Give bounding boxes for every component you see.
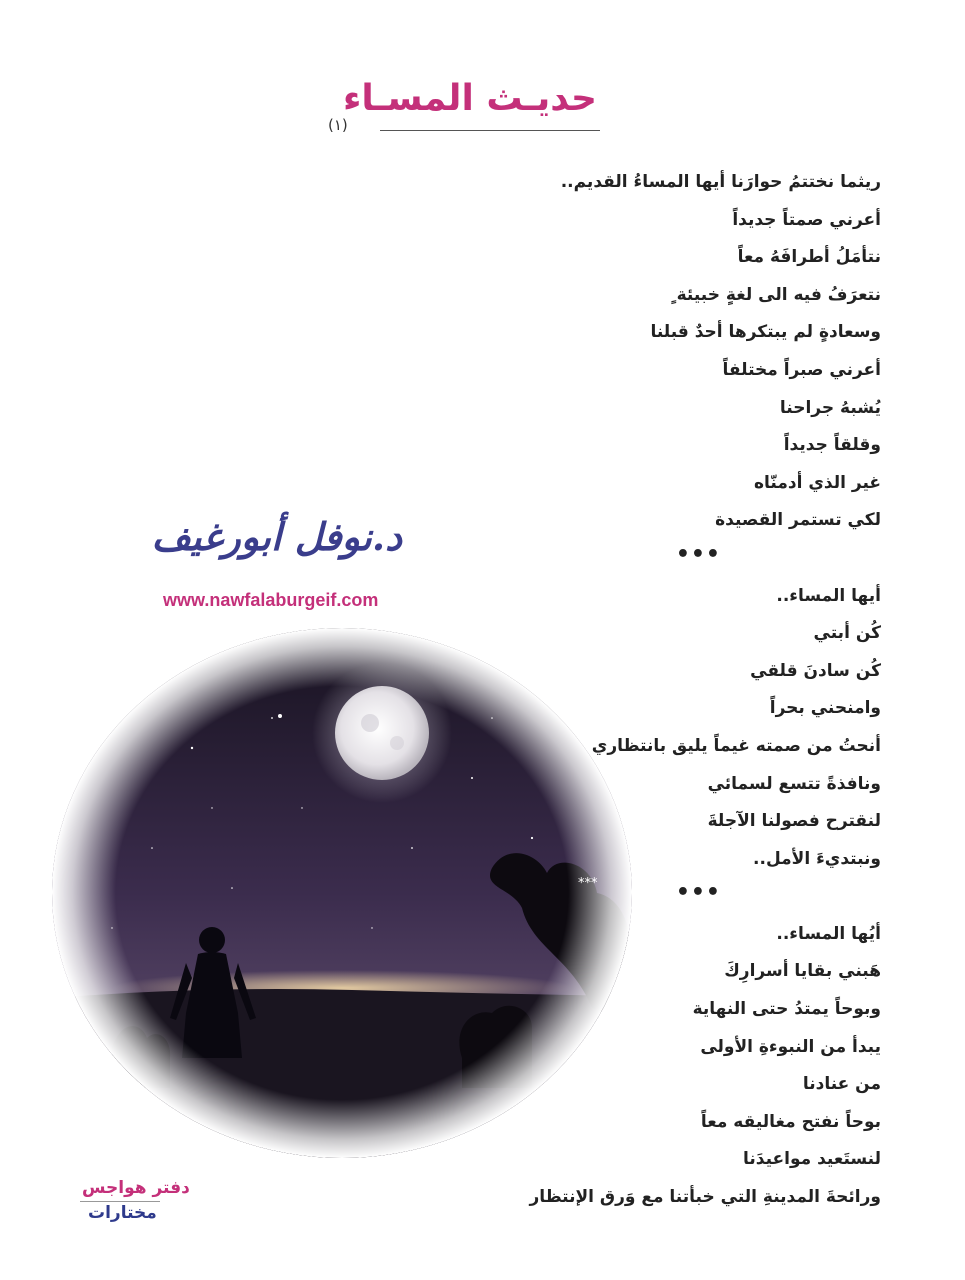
- part-number: (١): [328, 116, 348, 134]
- night-moon-photo: [52, 628, 632, 1158]
- poem-line: أعرني صمتاً جديداً: [732, 209, 881, 230]
- poem-line: وامنحني بحراً: [769, 698, 881, 719]
- poem-line: أيُها المساء..: [776, 923, 881, 944]
- poem-line: كُن أبتي: [813, 623, 881, 644]
- poem-line: أنحتُ من صمته غيماً يليق بانتظاري: [591, 735, 881, 756]
- poem-line: نتأمَلُ أطرافَهُ معاً: [737, 247, 881, 268]
- poem-line: يبدأ من النبوءةِ الأولى: [700, 1036, 881, 1057]
- title-underline: [380, 130, 600, 131]
- stars-mark: ***: [578, 876, 598, 891]
- poem-line: وقلقاً جديداً: [783, 435, 881, 456]
- poem-line: بوحاً نفتح مغاليقه معاً: [700, 1111, 881, 1132]
- footer-collection-title: دفتر هواجس: [82, 1178, 190, 1198]
- poem-line: ونافذةً تتسع لسمائي: [707, 773, 881, 794]
- poem-line: نتعرَفُ فيه الى لغةٍ خبيئة ٍ: [670, 284, 881, 305]
- author-signature: د.نوفل أبورغيف: [151, 514, 402, 559]
- poem-line: من عنادنا: [802, 1074, 881, 1095]
- poem-line: هَبني بقايا أسرارِكَ: [724, 961, 881, 982]
- poem-line: ريثما نختتمُ حوارَنا أيها المساءُ القديم..: [560, 172, 881, 192]
- poem-line: كُن سادنَ قلقي: [750, 660, 881, 681]
- poem-title: حديـث المسـاء: [342, 78, 597, 119]
- author-website: www.nawfalaburgeif.com: [163, 590, 379, 610]
- poem-line: لكي تستمر القصيدة: [715, 510, 881, 531]
- poem-line: غير الذي أدمنّاه: [753, 472, 881, 493]
- poem-line: يُشبهُ جراحنا: [779, 397, 881, 418]
- poem-line: ورائحةَ المدينةِ التي خبأتنا مع وَرق الإنتظار: [529, 1187, 881, 1208]
- poem-line: وسعادةٍ لم يبتكرها أحدٌ قبلنا: [650, 322, 881, 343]
- footer-subtitle: مختارات: [88, 1203, 157, 1223]
- poem-line: لنقترح فصولنا الآجلةَ: [707, 811, 881, 832]
- footer-divider: [80, 1201, 160, 1202]
- poem-line: أيها المساء..: [776, 585, 881, 606]
- stanza-separator: •••: [675, 880, 721, 906]
- stanza-separator: •••: [675, 541, 721, 567]
- poem-line: لنستَعيد مواعيدَنا: [743, 1149, 881, 1170]
- poem-line: ونبتديءَ الأمل..: [753, 848, 881, 869]
- poem-line: أعرني صبراً مختلفاً: [722, 359, 881, 380]
- poem-line: وبوحاً يمتدُ حتى النهاية: [692, 999, 881, 1020]
